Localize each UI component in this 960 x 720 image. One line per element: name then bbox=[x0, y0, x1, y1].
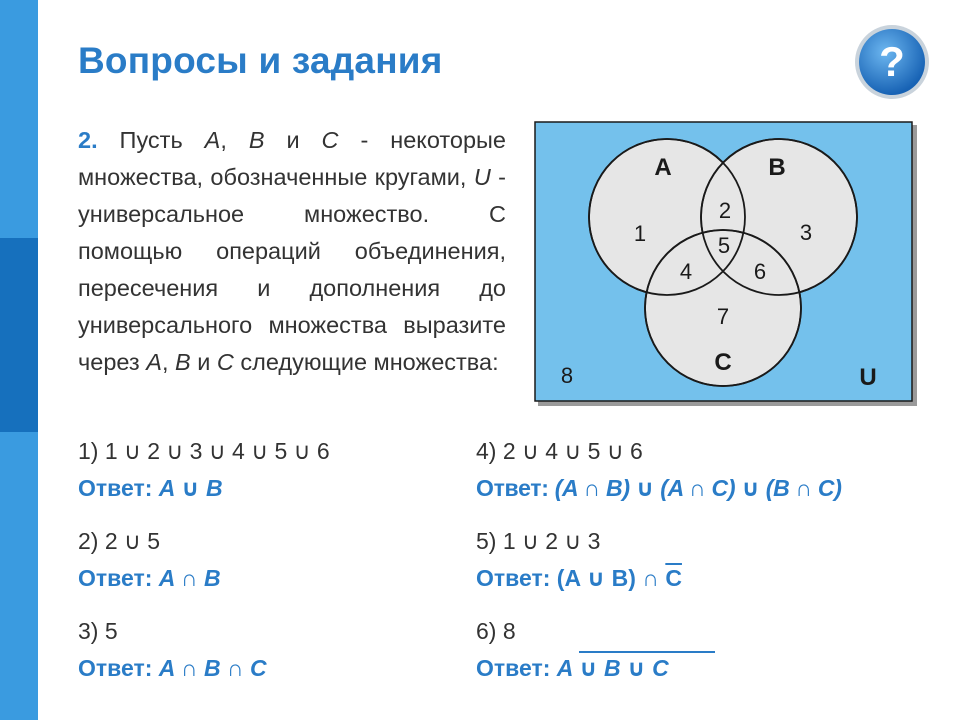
exercise-2-answer: Ответ: A ∩ B bbox=[78, 565, 221, 591]
region-6: 6 bbox=[753, 259, 767, 284]
exercise-3-answer: Ответ: A ∩ B ∩ C bbox=[78, 655, 267, 681]
question-mark-icon[interactable] bbox=[852, 22, 932, 102]
exercise-5-question: 5) 1 ∪ 2 ∪ 3 bbox=[476, 528, 601, 554]
complement-c: $\overline{C}$ bbox=[665, 565, 682, 591]
exercise-6-question: 6) 8 bbox=[476, 618, 516, 644]
region-4: 4 bbox=[679, 259, 693, 284]
exercise-4-question: 4) 2 ∪ 4 ∪ 5 ∪ 6 bbox=[476, 438, 643, 464]
exercise-5-answer: Ответ: (A ∪ B) ∩ $\overline{C}$ bbox=[476, 565, 682, 591]
exercise-6-answer: Ответ: A ∪ B ∪ C bbox=[476, 655, 669, 681]
complement-overline bbox=[579, 651, 715, 653]
svg-text:?: ? bbox=[879, 38, 905, 85]
label-c: C bbox=[714, 349, 732, 376]
task-text: 2. Пусть A, B и C - некоторые множества, обозначенные кругами, U - универсальное множество. С помощью операций объединения, пересечения и дополнения до универсального множества выразите через A, B и C следующие множества: bbox=[78, 127, 506, 375]
exercise-1-question: 1) 1 ∪ 2 ∪ 3 ∪ 4 ∪ 5 ∪ 6 bbox=[78, 438, 330, 464]
label-b: B bbox=[768, 154, 786, 181]
task-number: 2. bbox=[78, 127, 98, 153]
region-2: 2 bbox=[718, 198, 732, 223]
exercise-1-answer: Ответ: A ∪ B bbox=[78, 475, 223, 501]
exercise-3-question: 3) 5 bbox=[78, 618, 118, 644]
label-u: U bbox=[859, 364, 877, 391]
exercise-2-question: 2) 2 ∪ 5 bbox=[78, 528, 161, 554]
slide-title: Вопросы и задания bbox=[78, 40, 443, 81]
region-1: 1 bbox=[633, 221, 647, 246]
region-5: 5 bbox=[717, 233, 731, 258]
exercise-4-answer: Ответ: (A ∩ B) ∪ (A ∩ C) ∪ (B ∩ C) bbox=[476, 475, 842, 501]
region-8: 8 bbox=[560, 363, 574, 388]
venn-diagram bbox=[533, 120, 917, 406]
label-a: A bbox=[654, 154, 672, 181]
region-3: 3 bbox=[799, 220, 813, 245]
region-7: 7 bbox=[716, 304, 730, 329]
left-accent-bar-highlight bbox=[0, 238, 38, 432]
